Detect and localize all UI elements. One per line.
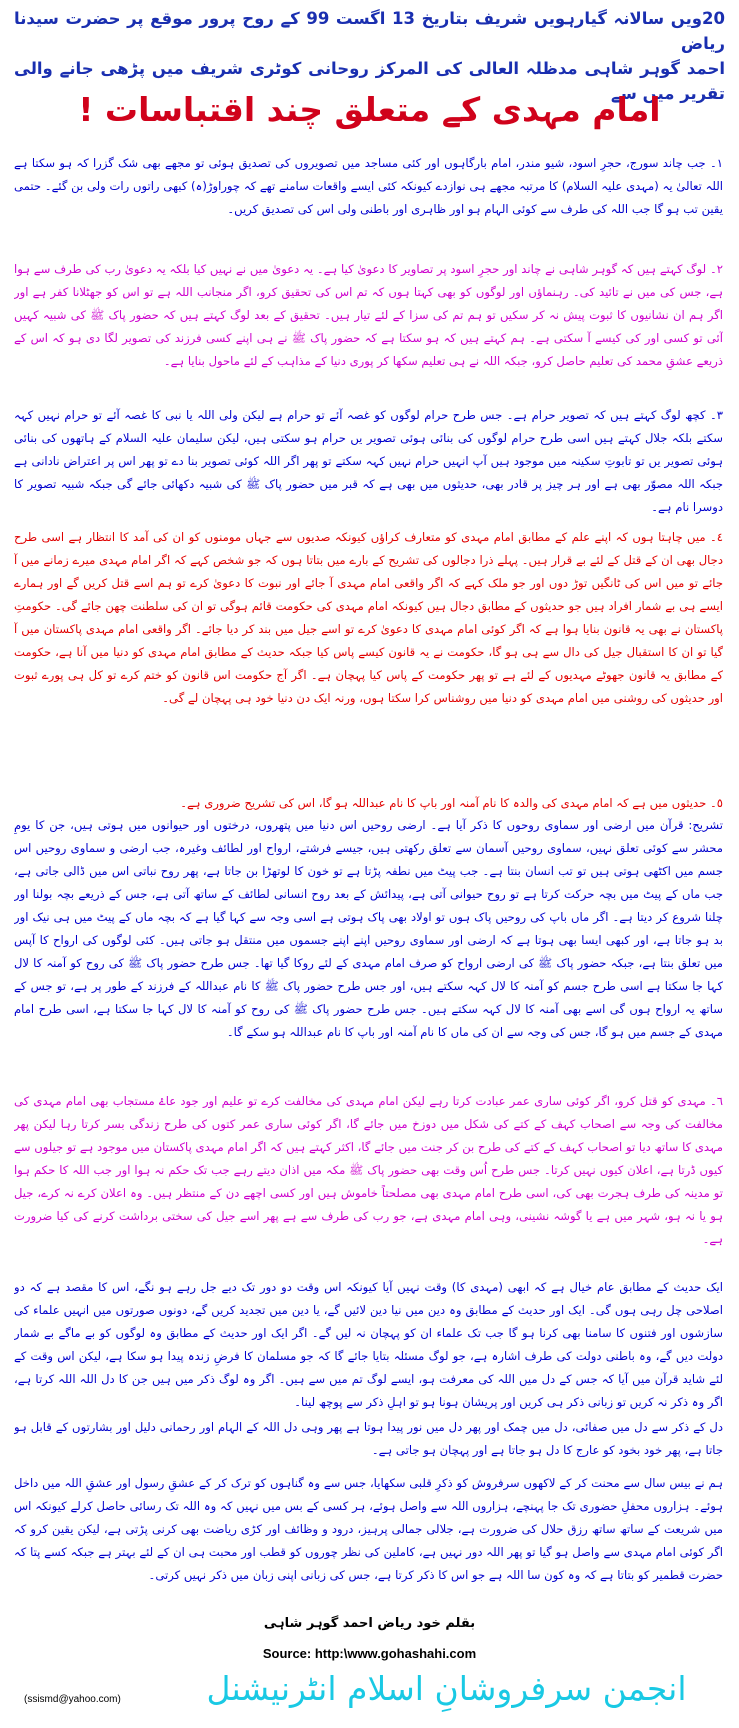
paragraph-dhikr: دل کے ذکر سے دل میں صفائی، دل میں چمک اور پھر دل میں نور پیدا ہوتا ہے پھر وہی دل اللہ کے الہام اور رحمانی دلیل اور بشارتوں کے قابل ہو جاتا ہے، پھر خود بخود کو عارج کا دل ہو جاتا ہے اور پہچان ہو جاتی ہے۔ xyxy=(14,1420,723,1457)
signature: بقلم خود ریاض احمد گوہر شاہی xyxy=(263,1616,476,1631)
source-link[interactable]: Source: http:\www.gohashahi.com xyxy=(262,1646,477,1661)
paragraph-6: ٦۔ مہدی کو قتل کرو، اگر کوئی ساری عمر عبادت کرتا رہے لیکن امام مہدی کی مخالفت کرے تو علیم اور جود عاۓ مستجاب بھی امام مہدی کی مخالفت کی وجہ سے اصحاب کہف کے کتے کی شکل میں دوزخ میں جائے گا، اگر کوئی ساری عمر کتوں کی طرح زندگی بسر کرتا رہا لیکن پھر مہدی کا ساتھ دیا تو اصحاب کہف کے کتے کی طرح بن کر جنت میں جائے گا، اکثر کہتے ہیں کہ اگر امام مہدی پاکستان میں موجود ہے تو جیلوں سے کیوں ڈرتا ہے، اعلان کیوں نہیں کرتا۔ جس طرح اُس وقت بھی حضور پاک ﷺ مکہ میں اذان دیتے رہے جب تک حکم نہ ہوا اور جب اللہ کا حکم ہوا تو مدینہ کی طرف ہجرت بھی کی، اسی طرح امام مہدی بھی مصلحتاً خاموش ہیں اور کسی اچھے دن کے منتظر ہیں۔ وہ اعلان کرے نہ کرے، جیل ہو یا نہ ہو، شہر میں ہے یا گوشہ نشینی، وہی امام مہدی ہے، جو رب کی طرف سے ہے پھر اسے جیل کی سختی برداشت کرنے کی کیا ضرورت ہے۔ xyxy=(14,1094,723,1246)
paragraph-1: ١۔ جب چاند سورج، حجرِ اسود، شیو مندر، امام بارگاہوں اور کئی مساجد میں تصویروں کی تصدیق ہوئی تو مجھے بھی شک گزرا کہ ہو سکتا ہے اللہ تعالیٰ یہ (مہدی علیہ السلام) کا مرتبہ مجھے ہی نوازدے کیونکہ کئی ایسے واقعات سامنے تھے کہ چوراوڑ(ہ) کبھی راتوں رات ولی بن گئے۔ حتمی یقین تب ہو گا جب اللہ کی طرف سے کوئی الہام ہو اور ظاہری اور باطنی ولی اس کی تصدیق کریں۔ xyxy=(14,156,723,216)
paragraph-closing: ہم نے بیس سال سے محنت کر کے لاکھوں سرفروش کو ذکرِ قلبی سکھایا، جس سے وہ گناہوں کو ترک کر کے عشقِ رسول اور عشقِ اللہ میں داخل ہوئے۔ ہزاروں محفلِ حضوری تک جا پہنچے، ہزاروں اللہ سے واصل ہوئے، ہر کسی کے بس میں نہیں کہ وہ اللہ تک رسائی حاصل کرلے کیونکہ اس میں شریعت کے ساتھ ساتھ رزق حلال کی ضرورت ہے، جلالی جمالی پرہیز، درود و وظائف اور کڑی ریاضت بھی کرنی پڑتی ہے، لیکن یقین کرو کہ اگر کوئی امام مہدی سے واصل ہو گیا تو پھر اللہ دور نہیں ہے، کاملین کی نظر چوروں کو قطب اور محبت ہی ان کے لئے بہتر ہے جبکہ کسے پتا کہ حضرت قطمیر کو بتاتا ہے کہ وہ کون سا اللہ ہے جو اس کا ذکر کرتا ہے، جس کی زبانی اپنی زبان میں ذکر نہیں کرتی۔ xyxy=(14,1476,723,1582)
paragraph-2: ٢۔ لوگ کہتے ہیں کہ گوہر شاہی نے چاند اور حجرِ اسود پر تصاویر کا دعویٰ کیا ہے۔ یہ دعویٰ میں نے نہیں کیا بلکہ یہ دعویٰ رب کی طرف سے ہوا ہے، جس کی میں نے تائید کی۔ رہنماؤں اور لوگوں کو بھی کہتا ہوں کہ تم اس کی تحقیق کرو، اگر منجانب اللہ ہے تو اس کو جھٹلانا کفر ہے اور اگر ہم ان نشانیوں کا ثبوت پیش نہ کر سکیں تو ہم تم کی سزا کے لئے تیار ہیں۔ تحقیق کے بعد لوگ کہتے ہیں کہ حضور پاک ﷺ کی شبیہ کہیں آئی تو کسی اور کی کیسے آ سکتی ہے۔ ہم کہتے ہیں کہ ہو سکتا ہے کہ حضور پاک ﷺ نے ہی اپنے کسی فرزند کی تصویر لگا دی ہو کہ اس کے ذریعے عشقِ محمد کی تعلیم حاصل کرو، جبکہ اللہ نے ہی تعلیم سکھا کر پوری دنیا کے مذاہب کے لئے ماحول بنایا ہے۔ xyxy=(14,262,723,368)
paragraph-explanation: تشریح: قرآن میں ارضی اور سماوی روحوں کا ذکر آیا ہے۔ ارضی روحیں اس دنیا میں پتھروں، درختوں اور حیوانوں میں ہوتی ہیں، جن کا یومِ محشر سے کوئی تعلق نہیں، سماوی روحیں آسمان سے تعلق رکھتی ہیں، جیسے فرشتے، ارواح اور لطائف وغیرہ، جب ارضی و سماوی روحیں اس جسم میں اکٹھی ہوتی ہیں تو تب انسان بنتا ہے۔ جب پیٹ میں نطفہ پڑتا ہے تو خون کا لوتھڑا بن جاتا ہے، پھر روح نباتی اس میں ڈالی جاتی ہے، جب ماں کے پیٹ میں بچہ حرکت کرتا ہے تو روح حیوانی آتی ہے، پیدائش کے بعد روح انسانی لطائف کے ساتھ آتی ہے، جس کے ذریعے بچہ بولنا اور چلنا شروع کر دیتا ہے۔ اگر ماں باپ کی روحیں پاک ہوں تو اولاد بھی پاک ہوتی ہے اسی وجہ سے کہا گیا ہے کہ بچہ ماں کے پیٹ میں ہی نیک اور بد ہو جاتا ہے، اور کبھی ایسا بھی ہوتا ہے کہ ارضی اور سماوی روحیں اپنے اپنے جسموں میں منتقل ہو جاتی ہیں۔ کئی لوگوں کی ارواح کا آپس میں تعلق بنتا ہے، جبکہ حضور پاک ﷺ کی ارضی ارواح کو صرف امام مہدی کے لئے روکا گیا تھا۔ جس طرح حضور پاک ﷺ کی روح کو آمنہ کا لال کہا جا سکتا ہے اسی طرح جسم کو آمنہ کا لال کہہ سکتے ہیں، اور جس طرح حضور پاک ﷺ کا نام عبداللہ کے فرزند کے طور پر ہے، تو جس کے ساتھ یہ ارواح ہوں گی اسے بھی آمنہ کا لال کہہ سکتے ہیں۔ جس طرح حضور پاک ﷺ کی روح کو آمنہ کا لال کہا جا سکتا ہے، اسی طرح امام مہدی کے جسم میں ہو گا، جس کی وجہ سے ان کی ماں کا نام آمنہ اور باپ کا نام عبداللہ ہو سکے گا۔ xyxy=(14,818,723,1039)
email-address[interactable]: (ssismd@yahoo.com) xyxy=(24,1694,121,1705)
paragraph-5: ٥۔ حدیثوں میں ہے کہ امام مہدی کی والدہ کا نام آمنہ اور باپ کا نام عبداللہ ہو گا، اس کی تشریح ضروری ہے۔ xyxy=(180,796,723,810)
paragraph-3: ٣۔ کچھ لوگ کہتے ہیں کہ تصویر حرام ہے۔ جس طرح حرام لوگوں کو غصہ آئے تو حرام ہے لیکن ولی اللہ یا نبی کا غصہ آئے تو حرام نہیں کہہ سکتے بلکہ جلال کہتے ہیں اسی طرح حرام لوگوں کی بنائی ہوئی تصویر یں حرام ہو سکتی ہیں، لیکن سلیمان علیہ السلام کے ہاتھوں کی بنائی ہوئی تصویر یں تو تابوتِ سکینہ میں موجود ہیں آپ انہیں حرام نہیں کہہ سکتے تو پھر اگر اللہ کوئی تصویر بنا دے تو پھر اس پر اعتراض نادانی ہے جبکہ اللہ مصوّر بھی ہے اور ہر چیز پر قادر بھی، حدیثوں میں بھی ہے کہ قبر میں حضور پاک ﷺ کی شبیہ دکھائی جائے گی جبکہ شبیہ تصویر کا دوسرا نام ہے۔ xyxy=(14,408,723,514)
header-line-2: احمد گوہر شاہی مدظلہ العالی کی المرکز روحانی کوٹری شریف میں پڑھی جانے والی تقریر میں سے xyxy=(14,59,725,103)
organization-name: انجمن سرفروشانِ اسلام انٹرنیشنل xyxy=(206,1669,687,1708)
page-title: امام مہدی کے متعلق چند اقتباسات ! xyxy=(78,90,661,129)
paragraph-4: ٤۔ میں چاہتا ہوں کہ اپنے علم کے مطابق امام مہدی کو متعارف کراؤں کیونکہ صدیوں سے جہاں مومنوں کو ان کی آمد کا انتظار ہے اسی طرح دجال بھی ان کے قتل کے لئے بے قرار ہیں۔ پہلے ذرا دجالوں کی تشریح کے بارے میں بتاتا ہوں کہ جو شخص کہے کہ اگر امام مہدی میرے زمانے میں آ جائے تو میں اس کی ٹانگیں توڑ دوں اور جو ملک کہے کہ اگر واقعی امام مہدی آ جائے اور نبوت کا دعویٰ کرے تو ہم اسے قتل کریں گے اور ہمارے ایسے ہی بے شمار افراد ہیں جو حدیثوں کے مطابق دجال ہیں کیونکہ امام مہدی کی حکومت قائم ہوگی تو ان کی سلطنت چھن جائے گی۔ حکومتِ پاکستان نے بھی یہ قانون بنایا ہوا ہے کہ اگر کوئی امام مہدی کا دعویٰ کرے تو اسے جیل میں بند کر دیا جائے۔ اگر واقعی امام مہدی پاکستان میں آ گیا تو ان کا استقبال جیل کی دال سے ہی ہو گا، حکومت نے یہ قانون کیسے پاس کیا جبکہ حدیث کے مطابق امام مہدی کو دنیا میں آنا ہے، حکومت کے مطابق یہ قانون جھوٹے مہدیوں کے لئے ہے تو پھر حکومت کے پاس کیا پہچان ہے۔ اگر آج حکومت اس قانون کو ختم کرے تو کل ہی پورے ثبوت اور حدیثوں کی روشنی میں امام مہدی کو دنیا میں روشناس کرا سکتا ہوں، ورنہ ایک دن دنیا خود ہی پہچان لے گی۔ xyxy=(14,530,723,705)
paragraph-hadith: ایک حدیث کے مطابق عام خیال ہے کہ ابھی (مہدی کا) وقت نہیں آیا کیونکہ اس وقت دو دور تک دیے جل رہے ہو نگے، اس کا مقصد ہے کہ دو اصلاحی چل رہی ہوں گی۔ ایک اور حدیث کے مطابق وہ دین میں نیا دین لائیں گے، یا دین میں تجدید کریں گے، دونوں صورتوں میں انہیں علماء کی سازشوں اور فتنوں کا سامنا بھی کرنا ہو گا جب تک علماء ان کو پہچان نہ لیں گے۔ اگر ایک اور حدیث کے مطابق وہ لوگوں کو بے ماگے بے شمار دولت دیں گے، وہ باطنی دولت کی طرف اشارہ ہے، جو لوگ مسئلہ بتایا جائے گا کہ جو مسلمان کا فرضِ زندہ پیدا ہو سکا ہے، لیکن اس وقت کے لئے شاید قرآن میں آیا کہ جس کے دل میں اللہ کی معرفت ہو، ایسے لوگ تم میں سے ہیں۔ اگر وہ لوگ ذکر میں ہیں جن کا دل اللہ اللہ کرتا ہے، اگر وہ ذکر نہ کریں تو زبانی ذکر ہی کریں اور پریشان ہونا ہو تو اہلِ ذکر سے پوچھ لینا۔ xyxy=(14,1280,723,1409)
header-line-1: 20ویں سالانہ گیارہویں شریف بتاریخ 13 اگست 99 کے روح پرور موقع پر حضرت سیدنا ریاض xyxy=(14,9,725,53)
